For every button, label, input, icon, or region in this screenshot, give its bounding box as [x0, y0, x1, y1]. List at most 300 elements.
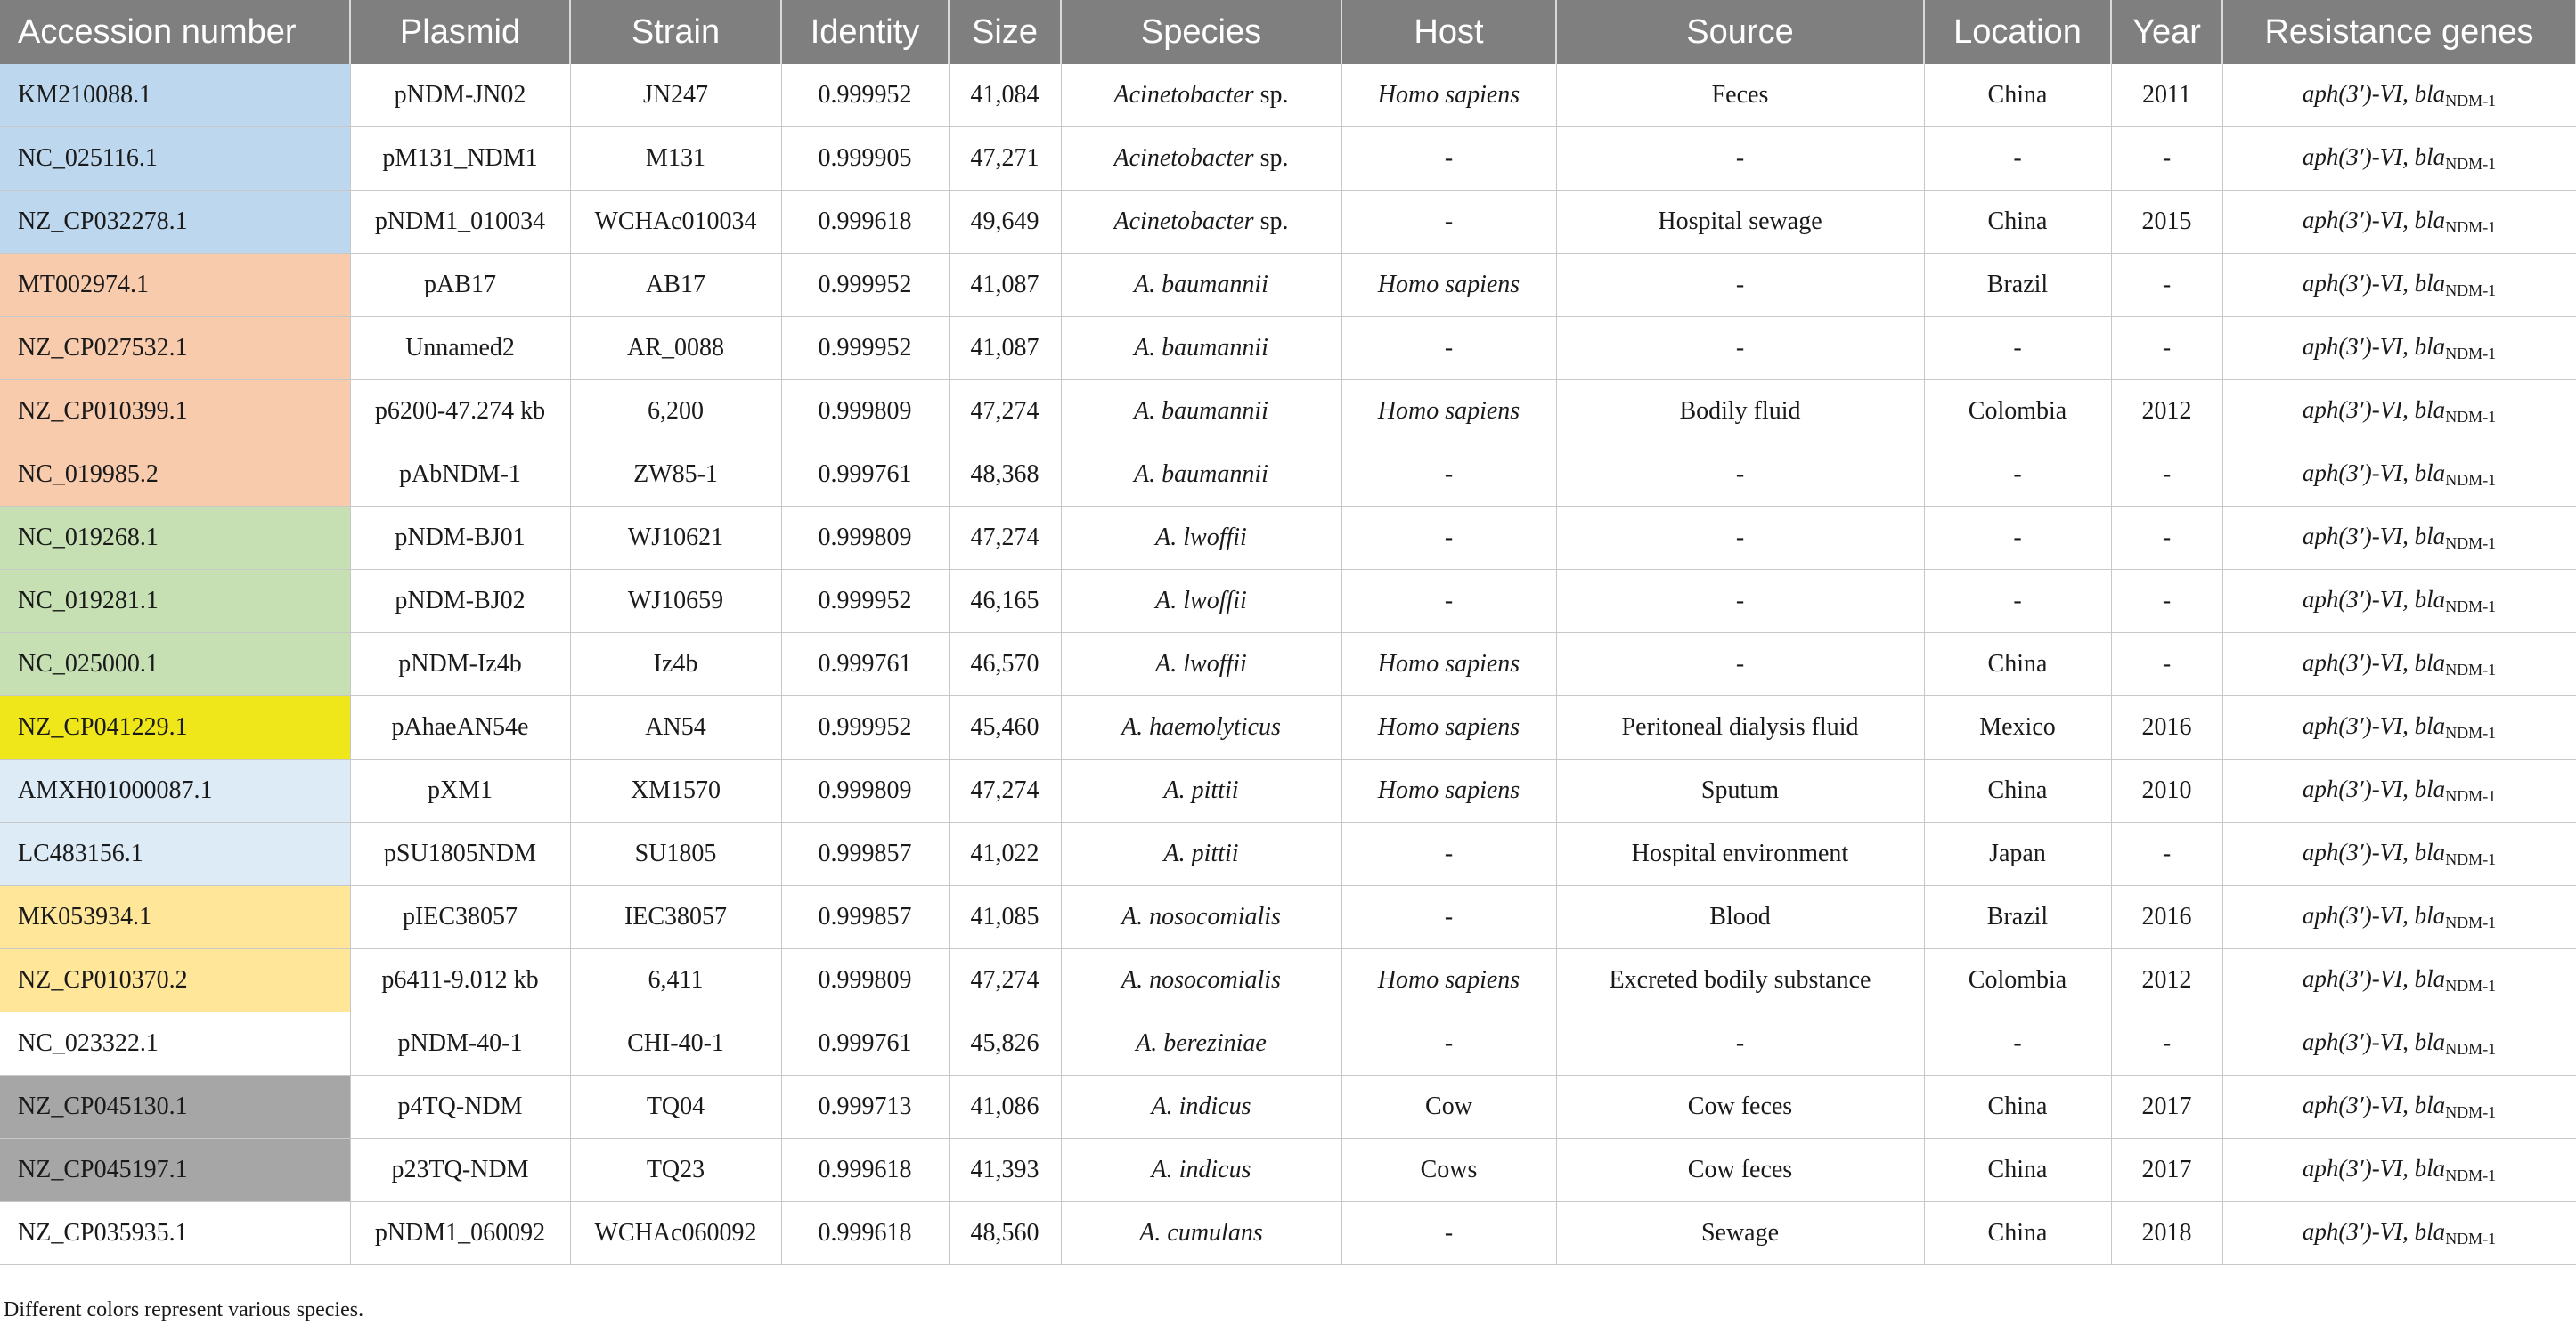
species-cell — [1061, 317, 1341, 380]
location-cell: - — [1924, 1012, 2111, 1076]
plasmid-cell: pAhaeAN54e — [350, 696, 570, 760]
accession-cell: NC_025116.1 — [0, 127, 350, 191]
resistance-genes-cell — [2222, 507, 2576, 570]
location-cell: China — [1924, 633, 2111, 696]
host-cell: Cow — [1341, 1076, 1556, 1139]
species-name: A. bereziniae — [1136, 1029, 1267, 1057]
accession-cell: NZ_CP035935.1 — [0, 1202, 350, 1265]
gene-names: aph(3′)-VI, bla — [2302, 396, 2446, 423]
gene-names: aph(3′)-VI, bla — [2302, 776, 2446, 802]
host-cell: - — [1341, 127, 1556, 191]
accession-cell: NZ_CP010399.1 — [0, 380, 350, 443]
size-cell: 47,271 — [949, 127, 1061, 191]
species-cell — [1061, 1012, 1341, 1076]
gene-names: aph(3′)-VI, bla — [2302, 333, 2446, 360]
size-cell: 47,274 — [949, 507, 1061, 570]
strain-cell: 6,411 — [570, 949, 781, 1012]
species-cell — [1061, 1139, 1341, 1202]
identity-cell: 0.999857 — [781, 823, 949, 886]
size-cell: 49,649 — [949, 191, 1061, 254]
gene-subscript: NDM-1 — [2445, 914, 2497, 931]
resistance-genes-cell — [2222, 64, 2576, 127]
plasmid-cell: pM131_NDM1 — [350, 127, 570, 191]
host-cell: - — [1341, 823, 1556, 886]
identity-cell: 0.999761 — [781, 633, 949, 696]
host-cell: Homo sapiens — [1341, 633, 1556, 696]
species-name: A. baumannii — [1134, 397, 1268, 425]
table-header-row — [0, 0, 2576, 64]
year-cell: - — [2111, 823, 2222, 886]
identity-cell: 0.999952 — [781, 254, 949, 317]
resistance-genes-cell — [2222, 191, 2576, 254]
source-cell: Hospital sewage — [1556, 191, 1924, 254]
species-cell — [1061, 886, 1341, 949]
accession-cell: NC_025000.1 — [0, 633, 350, 696]
resistance-genes-cell — [2222, 949, 2576, 1012]
source-cell: Hospital environment — [1556, 823, 1924, 886]
column-header-identity: Identity — [781, 0, 949, 64]
strain-cell: 6,200 — [570, 380, 781, 443]
strain-cell: CHI-40-1 — [570, 1012, 781, 1076]
host-cell: Homo sapiens — [1341, 760, 1556, 823]
year-cell: - — [2111, 633, 2222, 696]
plasmid-cell: pNDM-Iz4b — [350, 633, 570, 696]
gene-subscript: NDM-1 — [2445, 155, 2497, 173]
plasmid-cell: pNDM-40-1 — [350, 1012, 570, 1076]
column-header-source: Source — [1556, 0, 1924, 64]
accession-cell: LC483156.1 — [0, 823, 350, 886]
table-row — [0, 633, 2576, 696]
table-row — [0, 949, 2576, 1012]
strain-cell: SU1805 — [570, 823, 781, 886]
source-cell: Cow feces — [1556, 1139, 1924, 1202]
host-cell: - — [1341, 886, 1556, 949]
location-cell: - — [1924, 317, 2111, 380]
species-name: Acinetobacter — [1113, 144, 1254, 172]
table-row — [0, 64, 2576, 127]
accession-cell: NC_019985.2 — [0, 443, 350, 507]
plasmid-cell: pNDM1_060092 — [350, 1202, 570, 1265]
identity-cell: 0.999618 — [781, 191, 949, 254]
gene-names: aph(3′)-VI, bla — [2302, 1218, 2446, 1245]
location-cell: China — [1924, 1076, 2111, 1139]
resistance-genes-cell — [2222, 760, 2576, 823]
host-cell: - — [1341, 1202, 1556, 1265]
strain-cell: M131 — [570, 127, 781, 191]
year-cell: - — [2111, 570, 2222, 633]
table-row — [0, 760, 2576, 823]
column-header-accession-number: Accession number — [0, 0, 350, 64]
identity-cell: 0.999713 — [781, 1076, 949, 1139]
year-cell: - — [2111, 443, 2222, 507]
source-cell: Sputum — [1556, 760, 1924, 823]
year-cell: - — [2111, 507, 2222, 570]
size-cell: 46,570 — [949, 633, 1061, 696]
resistance-genes-cell — [2222, 1076, 2576, 1139]
identity-cell: 0.999809 — [781, 949, 949, 1012]
gene-subscript: NDM-1 — [2445, 281, 2497, 299]
location-cell: - — [1924, 127, 2111, 191]
species-cell — [1061, 823, 1341, 886]
species-cell — [1061, 633, 1341, 696]
location-cell: Mexico — [1924, 696, 2111, 760]
table-body — [0, 64, 2576, 1265]
host-cell: - — [1341, 507, 1556, 570]
column-header-size: Size — [949, 0, 1061, 64]
plasmid-cell: p6411-9.012 kb — [350, 949, 570, 1012]
species-cell — [1061, 64, 1341, 127]
year-cell: 2017 — [2111, 1139, 2222, 1202]
size-cell: 48,368 — [949, 443, 1061, 507]
strain-cell: AB17 — [570, 254, 781, 317]
strain-cell: WCHAc060092 — [570, 1202, 781, 1265]
identity-cell: 0.999618 — [781, 1202, 949, 1265]
accession-cell: MT002974.1 — [0, 254, 350, 317]
species-name: A. nosocomialis — [1121, 966, 1281, 994]
accession-cell: NZ_CP045197.1 — [0, 1139, 350, 1202]
species-name: A. indicus — [1151, 1093, 1251, 1120]
size-cell: 41,087 — [949, 254, 1061, 317]
column-header-species: Species — [1061, 0, 1341, 64]
host-cell: Homo sapiens — [1341, 64, 1556, 127]
table-row — [0, 317, 2576, 380]
gene-names: aph(3′)-VI, bla — [2302, 143, 2446, 170]
table-row — [0, 823, 2576, 886]
species-suffix: sp. — [1253, 144, 1289, 172]
resistance-genes-cell — [2222, 1202, 2576, 1265]
species-cell — [1061, 380, 1341, 443]
plasmid-cell: pNDM1_010034 — [350, 191, 570, 254]
species-name: A. pittii — [1163, 840, 1239, 867]
gene-names: aph(3′)-VI, bla — [2302, 712, 2446, 739]
year-cell: 2012 — [2111, 380, 2222, 443]
gene-subscript: NDM-1 — [2445, 1230, 2497, 1248]
size-cell: 45,460 — [949, 696, 1061, 760]
year-cell: - — [2111, 254, 2222, 317]
source-cell: Peritoneal dialysis fluid — [1556, 696, 1924, 760]
gene-subscript: NDM-1 — [2445, 1103, 2497, 1121]
species-name: A. baumannii — [1134, 460, 1268, 488]
plasmid-cell: pSU1805NDM — [350, 823, 570, 886]
gene-subscript: NDM-1 — [2445, 534, 2497, 552]
host-cell: - — [1341, 570, 1556, 633]
column-header-strain: Strain — [570, 0, 781, 64]
resistance-genes-cell — [2222, 570, 2576, 633]
species-name: A. lwoffii — [1155, 524, 1247, 551]
accession-cell: MK053934.1 — [0, 886, 350, 949]
gene-names: aph(3′)-VI, bla — [2302, 459, 2446, 486]
source-cell: - — [1556, 1012, 1924, 1076]
size-cell: 47,274 — [949, 949, 1061, 1012]
column-header-host: Host — [1341, 0, 1556, 64]
species-suffix: sp. — [1253, 207, 1289, 235]
year-cell: 2016 — [2111, 696, 2222, 760]
gene-names: aph(3′)-VI, bla — [2302, 839, 2446, 866]
species-name: A. lwoffii — [1155, 587, 1247, 614]
strain-cell: IEC38057 — [570, 886, 781, 949]
table-row — [0, 1139, 2576, 1202]
species-name: Acinetobacter — [1113, 81, 1254, 109]
plasmid-cell: pNDM-JN02 — [350, 64, 570, 127]
identity-cell: 0.999952 — [781, 696, 949, 760]
resistance-genes-cell — [2222, 443, 2576, 507]
strain-cell: ZW85-1 — [570, 443, 781, 507]
source-cell: - — [1556, 127, 1924, 191]
resistance-genes-cell — [2222, 127, 2576, 191]
table-row — [0, 127, 2576, 191]
gene-subscript: NDM-1 — [2445, 218, 2497, 236]
identity-cell: 0.999952 — [781, 317, 949, 380]
species-name: A. pittii — [1163, 776, 1239, 804]
year-cell: - — [2111, 1012, 2222, 1076]
accession-cell: NZ_CP027532.1 — [0, 317, 350, 380]
table-row — [0, 886, 2576, 949]
species-cell — [1061, 1202, 1341, 1265]
column-header-location: Location — [1924, 0, 2111, 64]
host-cell: - — [1341, 191, 1556, 254]
gene-subscript: NDM-1 — [2445, 1166, 2497, 1184]
column-header-resistance-genes: Resistance genes — [2222, 0, 2576, 64]
plasmid-cell: pAB17 — [350, 254, 570, 317]
table-row — [0, 254, 2576, 317]
size-cell: 41,022 — [949, 823, 1061, 886]
species-name: A. haemolyticus — [1121, 713, 1281, 741]
accession-cell: NC_023322.1 — [0, 1012, 350, 1076]
identity-cell: 0.999857 — [781, 886, 949, 949]
resistance-genes-cell — [2222, 380, 2576, 443]
gene-names: aph(3′)-VI, bla — [2302, 902, 2446, 929]
identity-cell: 0.999952 — [781, 64, 949, 127]
resistance-genes-cell — [2222, 823, 2576, 886]
plasmid-cell: pAbNDM-1 — [350, 443, 570, 507]
identity-cell: 0.999761 — [781, 1012, 949, 1076]
year-cell: - — [2111, 127, 2222, 191]
location-cell: China — [1924, 191, 2111, 254]
gene-names: aph(3′)-VI, bla — [2302, 1155, 2446, 1182]
species-cell — [1061, 696, 1341, 760]
gene-subscript: NDM-1 — [2445, 977, 2497, 995]
gene-subscript: NDM-1 — [2445, 1040, 2497, 1058]
species-cell — [1061, 191, 1341, 254]
table-row — [0, 696, 2576, 760]
strain-cell: XM1570 — [570, 760, 781, 823]
table-row — [0, 570, 2576, 633]
size-cell: 48,560 — [949, 1202, 1061, 1265]
strain-cell: WJ10621 — [570, 507, 781, 570]
source-cell: - — [1556, 443, 1924, 507]
table-row — [0, 1202, 2576, 1265]
column-header-plasmid: Plasmid — [350, 0, 570, 64]
host-cell: Homo sapiens — [1341, 254, 1556, 317]
year-cell: 2018 — [2111, 1202, 2222, 1265]
resistance-genes-cell — [2222, 1139, 2576, 1202]
species-name: A. baumannii — [1134, 271, 1268, 298]
host-cell: Cows — [1341, 1139, 1556, 1202]
source-cell: Feces — [1556, 64, 1924, 127]
size-cell: 46,165 — [949, 570, 1061, 633]
size-cell: 47,274 — [949, 760, 1061, 823]
resistance-genes-cell — [2222, 696, 2576, 760]
table-row — [0, 191, 2576, 254]
species-cell — [1061, 570, 1341, 633]
accession-cell: NZ_CP041229.1 — [0, 696, 350, 760]
gene-subscript: NDM-1 — [2445, 850, 2497, 868]
host-cell: - — [1341, 443, 1556, 507]
host-cell: Homo sapiens — [1341, 949, 1556, 1012]
host-cell: - — [1341, 1012, 1556, 1076]
column-header-year: Year — [2111, 0, 2222, 64]
source-cell: - — [1556, 254, 1924, 317]
strain-cell: WCHAc010034 — [570, 191, 781, 254]
identity-cell: 0.999809 — [781, 507, 949, 570]
year-cell: 2015 — [2111, 191, 2222, 254]
host-cell: Homo sapiens — [1341, 380, 1556, 443]
gene-subscript: NDM-1 — [2445, 597, 2497, 615]
gene-subscript: NDM-1 — [2445, 92, 2497, 110]
accession-cell: NZ_CP032278.1 — [0, 191, 350, 254]
source-cell: - — [1556, 570, 1924, 633]
gene-names: aph(3′)-VI, bla — [2302, 649, 2446, 676]
strain-cell: TQ23 — [570, 1139, 781, 1202]
year-cell: 2010 — [2111, 760, 2222, 823]
table-row — [0, 380, 2576, 443]
year-cell: 2017 — [2111, 1076, 2222, 1139]
source-cell: Sewage — [1556, 1202, 1924, 1265]
strain-cell: AN54 — [570, 696, 781, 760]
accession-cell: NZ_CP010370.2 — [0, 949, 350, 1012]
host-cell: - — [1341, 317, 1556, 380]
resistance-genes-cell — [2222, 254, 2576, 317]
host-cell: Homo sapiens — [1341, 696, 1556, 760]
species-cell — [1061, 760, 1341, 823]
gene-names: aph(3′)-VI, bla — [2302, 207, 2446, 233]
accession-cell: NC_019281.1 — [0, 570, 350, 633]
size-cell: 41,393 — [949, 1139, 1061, 1202]
plasmid-cell: pIEC38057 — [350, 886, 570, 949]
identity-cell: 0.999905 — [781, 127, 949, 191]
size-cell: 41,087 — [949, 317, 1061, 380]
species-cell — [1061, 507, 1341, 570]
size-cell: 41,085 — [949, 886, 1061, 949]
source-cell: Blood — [1556, 886, 1924, 949]
resistance-genes-cell — [2222, 1012, 2576, 1076]
gene-subscript: NDM-1 — [2445, 408, 2497, 426]
gene-subscript: NDM-1 — [2445, 787, 2497, 805]
identity-cell: 0.999618 — [781, 1139, 949, 1202]
accession-cell: KM210088.1 — [0, 64, 350, 127]
species-name: A. nosocomialis — [1121, 903, 1281, 931]
table-row — [0, 443, 2576, 507]
gene-names: aph(3′)-VI, bla — [2302, 270, 2446, 297]
location-cell: Colombia — [1924, 949, 2111, 1012]
location-cell: Colombia — [1924, 380, 2111, 443]
location-cell: China — [1924, 1139, 2111, 1202]
gene-subscript: NDM-1 — [2445, 471, 2497, 489]
species-cell — [1061, 1076, 1341, 1139]
accession-cell: NZ_CP045130.1 — [0, 1076, 350, 1139]
species-cell — [1061, 949, 1341, 1012]
size-cell: 47,274 — [949, 380, 1061, 443]
year-cell: 2016 — [2111, 886, 2222, 949]
year-cell: 2011 — [2111, 64, 2222, 127]
gene-names: aph(3′)-VI, bla — [2302, 80, 2446, 107]
identity-cell: 0.999809 — [781, 760, 949, 823]
gene-names: aph(3′)-VI, bla — [2302, 1092, 2446, 1118]
resistance-genes-cell — [2222, 317, 2576, 380]
gene-names: aph(3′)-VI, bla — [2302, 965, 2446, 992]
species-name: Acinetobacter — [1113, 207, 1254, 235]
location-cell: China — [1924, 1202, 2111, 1265]
plasmid-cell: pXM1 — [350, 760, 570, 823]
strain-cell: Iz4b — [570, 633, 781, 696]
resistance-genes-cell — [2222, 633, 2576, 696]
plasmid-cell: p23TQ-NDM — [350, 1139, 570, 1202]
table-footnote: Different colors represent various species. — [4, 1298, 364, 1321]
source-cell: - — [1556, 633, 1924, 696]
species-name: A. baumannii — [1134, 334, 1268, 362]
species-cell — [1061, 443, 1341, 507]
strain-cell: TQ04 — [570, 1076, 781, 1139]
source-cell: Cow feces — [1556, 1076, 1924, 1139]
gene-subscript: NDM-1 — [2445, 724, 2497, 742]
source-cell: Bodily fluid — [1556, 380, 1924, 443]
resistance-genes-cell — [2222, 886, 2576, 949]
species-suffix: sp. — [1253, 81, 1289, 109]
identity-cell: 0.999952 — [781, 570, 949, 633]
accession-cell: AMXH01000087.1 — [0, 760, 350, 823]
size-cell: 45,826 — [949, 1012, 1061, 1076]
plasmid-cell: pNDM-BJ01 — [350, 507, 570, 570]
year-cell: - — [2111, 317, 2222, 380]
source-cell: - — [1556, 507, 1924, 570]
species-cell — [1061, 127, 1341, 191]
size-cell: 41,086 — [949, 1076, 1061, 1139]
location-cell: China — [1924, 760, 2111, 823]
location-cell: - — [1924, 570, 2111, 633]
source-cell: - — [1556, 317, 1924, 380]
gene-subscript: NDM-1 — [2445, 661, 2497, 679]
location-cell: Japan — [1924, 823, 2111, 886]
gene-names: aph(3′)-VI, bla — [2302, 523, 2446, 549]
species-name: A. lwoffii — [1155, 650, 1247, 678]
plasmid-cell: p4TQ-NDM — [350, 1076, 570, 1139]
identity-cell: 0.999809 — [781, 380, 949, 443]
gene-subscript: NDM-1 — [2445, 345, 2497, 362]
size-cell: 41,084 — [949, 64, 1061, 127]
table-row — [0, 1076, 2576, 1139]
location-cell: Brazil — [1924, 886, 2111, 949]
source-cell: Excreted bodily substance — [1556, 949, 1924, 1012]
plasmid-cell: pNDM-BJ02 — [350, 570, 570, 633]
gene-names: aph(3′)-VI, bla — [2302, 1028, 2446, 1055]
table-row — [0, 1012, 2576, 1076]
plasmid-cell: Unnamed2 — [350, 317, 570, 380]
location-cell: - — [1924, 443, 2111, 507]
accession-cell: NC_019268.1 — [0, 507, 350, 570]
year-cell: 2012 — [2111, 949, 2222, 1012]
table-row — [0, 507, 2576, 570]
species-name: A. indicus — [1151, 1156, 1251, 1183]
location-cell: Brazil — [1924, 254, 2111, 317]
identity-cell: 0.999761 — [781, 443, 949, 507]
species-cell — [1061, 254, 1341, 317]
strain-cell: WJ10659 — [570, 570, 781, 633]
strain-cell: AR_0088 — [570, 317, 781, 380]
species-name: A. cumulans — [1139, 1219, 1263, 1247]
plasmid-cell: p6200-47.274 kb — [350, 380, 570, 443]
location-cell: - — [1924, 507, 2111, 570]
gene-names: aph(3′)-VI, bla — [2302, 586, 2446, 613]
